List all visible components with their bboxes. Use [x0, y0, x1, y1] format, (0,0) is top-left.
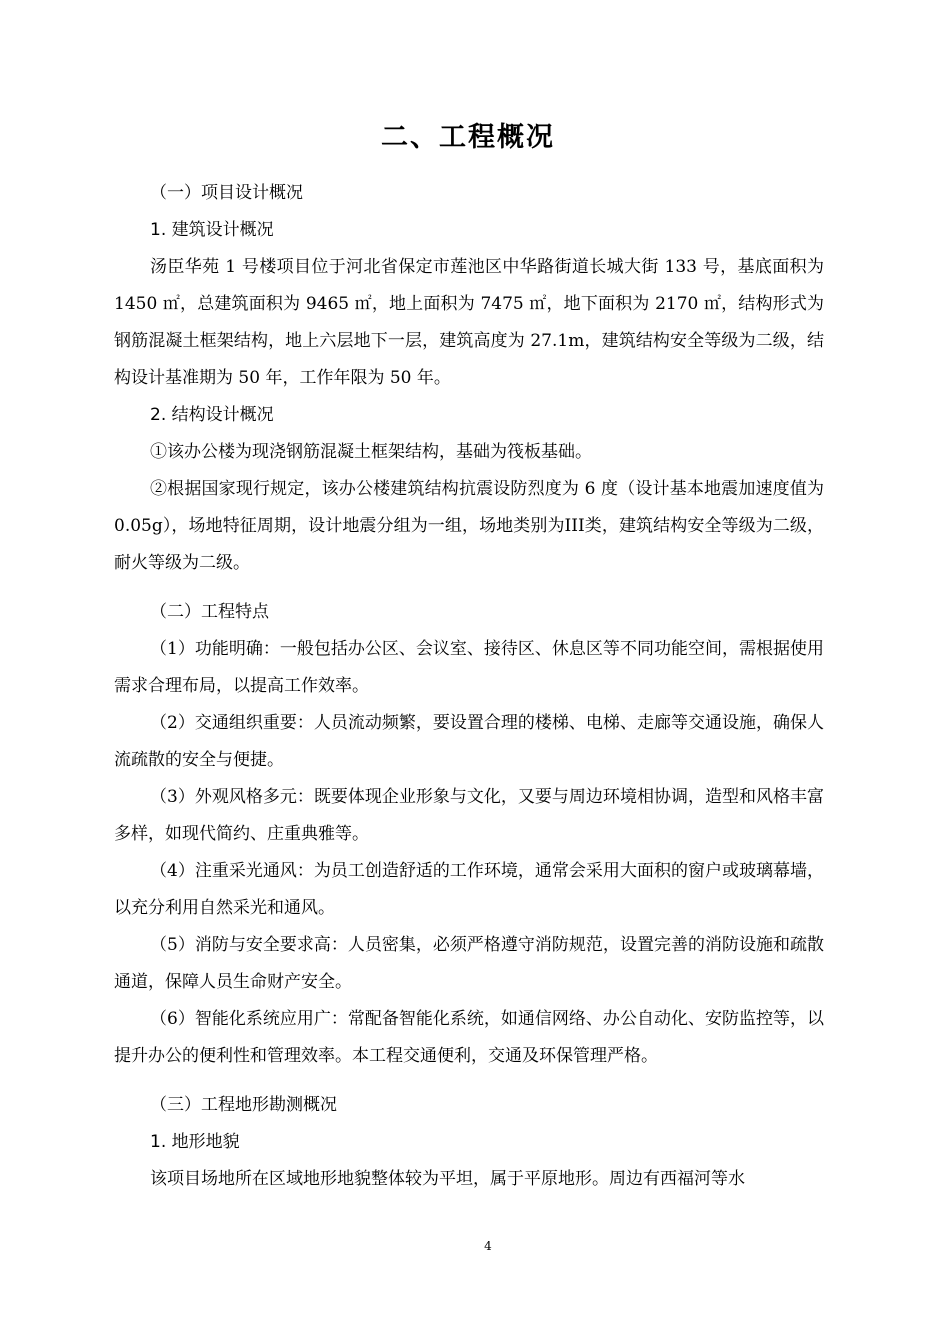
subsection-heading-terrain: 1. 地形地貌	[150, 1132, 240, 1152]
section-heading-features: （二）工程特点	[150, 602, 269, 622]
feature-item: （6）智能化系统应用广：常配备智能化系统，如通信网络、办公自动化、安防监控等，以提升办公的便利性和管理效率。本工程交通便利，交通及环保管理严格。	[114, 1009, 824, 1066]
feature-item: （5）消防与安全要求高：人员密集，必须严格遵守消防规范，设置完善的消防设施和疏散通道，保障人员生命财产安全。	[114, 935, 824, 992]
page-number: 4	[484, 1239, 492, 1253]
subsection-heading-architecture: 1. 建筑设计概况	[150, 220, 274, 240]
section-spacer	[114, 1075, 824, 1087]
paragraph-architecture: 汤臣华苑 1 号楼项目位于河北省保定市莲池区中华路街道长城大街 133 号，基底面积为 1450 ㎡，总建筑面积为 9465 ㎡，地上面积为 7475 ㎡，地下面积为 2170 ㎡，结构形式为钢筋混凝土框架结构，地上六层地下一层，建筑高度为 27.1m，建筑结构安全等级为二级，结构设计基准期为 50 年，工作年限为 50 年。	[114, 257, 824, 388]
feature-item: （3）外观风格多元：既要体现企业形象与文化，又要与周边环境相协调，造型和风格丰富多样，如现代简约、庄重典雅等。	[114, 787, 824, 844]
paragraph-structure-1: ①该办公楼为现浇钢筋混凝土框架结构，基础为筏板基础。	[150, 442, 592, 462]
page-title: 二、工程概况	[381, 122, 555, 153]
feature-item: （2）交通组织重要：人员流动频繁，要设置合理的楼梯、电梯、走廊等交通设施，确保人流疏散的安全与便捷。	[114, 713, 824, 770]
section-heading-project-design: （一）项目设计概况	[150, 183, 303, 203]
paragraph-structure-2: ②根据国家现行规定，该办公楼建筑结构抗震设防烈度为 6 度（设计基本地震加速度值为 0.05g），场地特征周期，设计地震分组为一组，场地类别为III类，建筑结构安全等级为二级，耐火等级为二级。	[114, 479, 824, 573]
paragraph-terrain: 该项目场地所在区域地形地貌整体较为平坦，属于平原地形。周边有西福河等水	[150, 1169, 745, 1189]
subsection-heading-structure: 2. 结构设计概况	[150, 405, 274, 425]
feature-item: （1）功能明确：一般包括办公区、会议室、接待区、休息区等不同功能空间，需根据使用需求合理布局，以提高工作效率。	[114, 639, 824, 696]
section-heading-terrain-survey: （三）工程地形勘测概况	[150, 1095, 337, 1115]
feature-item: （4）注重采光通风：为员工创造舒适的工作环境，通常会采用大面积的窗户或玻璃幕墙，以充分利用自然采光和通风。	[114, 861, 824, 918]
document-body	[114, 175, 824, 1198]
section-spacer	[114, 582, 824, 594]
